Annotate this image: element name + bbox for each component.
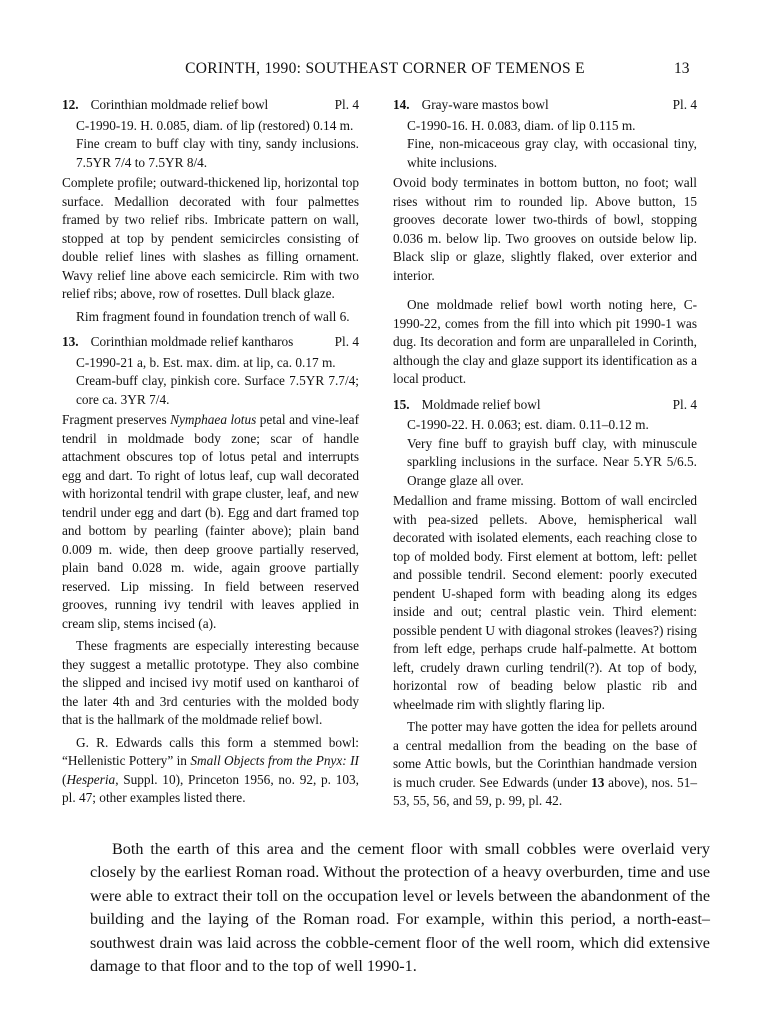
entry-13-specs [62, 354, 359, 410]
entry-13-description: Fragment preserves Nymphaea lotus petal and vine-leaf tendril in moldmade body zone; scar of handle attachment obscures top of lotus petal and interrupts egg and dart. To right of lotus leaf, cup wall decorated with horizontal tendril with grape cluster, leaf, and new tendril under egg and dart (b). Egg and dart framed top and bottom by pearling (fainter above); plain band 0.009 m. wide, then deep groove partially reserved, plain band 0.028 m. wide, again groove partially reserved. Lip missing. In field between reserved grooves, running ivy tendril with leaves applied in cream slip, stems incised (a). [62, 412, 359, 631]
entry-14-description: Ovoid body terminates in bottom button, no foot; wall rises without rim to rounded lip. Above button, 15 grooves decorate lower two-thirds of bowl, stopping 0.036 m. below lip. Two grooves on outside below lip. Black slip or glaze, slightly flaked, over exterior and interior. [393, 175, 697, 283]
entry-15-heading [393, 396, 697, 415]
entry-14-specs [393, 117, 697, 173]
entry-12-number: 12. [62, 97, 79, 112]
citation-title: Small Objects from the Pnyx: II [190, 753, 359, 768]
body-text [90, 838, 710, 978]
entry-12-note: Rim fragment found in foundation trench of wall 6. [76, 308, 350, 324]
running-title: CORINTH, 1990: SOUTHEAST CORNER OF TEMENOS E [185, 60, 585, 77]
entry-15-spec-clay: Very fine buff to grayish buff clay, with minuscule sparkling inclusions in the surface. Near 5.YR 5/6.5. Orange glaze all over. [407, 435, 697, 488]
entry-12-spec-dimensions: C-1990-19. H. 0.085, diam. of lip (restored) 0.14 m. [76, 117, 354, 133]
entry-15-note: The potter may have gotten the idea for pellets around a central medallion from the beading on the base of some Attic bowls, but the Corinthian handmade version is much cruder. See Edwards (under 13 above), nos. 51–53, 55, 56, and 59, p. 99, pl. 42. [393, 719, 697, 808]
entry-12-plate: Pl. 4 [334, 97, 359, 112]
entry-13-plate: Pl. 4 [334, 334, 359, 349]
entry-12-title: Corinthian moldmade relief bowl [90, 97, 269, 112]
species-name: Nymphaea lotus [170, 412, 257, 427]
entry-13-note-2: G. R. Edwards calls this form a stemmed bowl: “Hellenistic Pottery” in Small Objects from the Pnyx: II (Hesperia, Suppl. 10), Princeton 1956, no. 92, p. 103, pl. 47; other examples listed there. [62, 734, 359, 805]
entry-14-number: 14. [393, 97, 410, 112]
entry-13-note-1: These fragments are especially interesting because they suggest a metallic prototype. They also combine the slipped and incised ivy motif used on kantharoi of the later 4th and 3rd centuries with the molded body that is the hallmark of the moldmade relief bowl. [62, 638, 359, 727]
entry-13-title: Corinthian moldmade relief kantharos [90, 334, 294, 349]
entry-12-heading [62, 96, 359, 115]
entry-14-spec-dimensions: C-1990-16. H. 0.083, diam. of lip 0.115 m. [407, 117, 636, 133]
entry-15-specs [393, 416, 697, 490]
entry-14-heading [393, 96, 697, 115]
left-column [62, 96, 359, 808]
citation-journal: Hesperia [66, 771, 116, 787]
entry-13-spec-clay: Cream-buff clay, pinkish core. Surface 7.5YR 7.7/4; core ca. 3YR 7/4. [76, 373, 359, 407]
entry-15-description: Medallion and frame missing. Bottom of wall encircled with pea-sized pellets. Above, hemispherical wall decorated with isolated elements, each reaching close to top of molded body. First element at bottom, left: pellet and possible tendril. Second element: poorly executed pendent U-shaped form with beading along its edges inside and out; central plastic vein. Third element: possible pendent U with diagonal strokes (leaves?) rising from left edge, perhaps crude half-palmette. At bottom left, crudely drawn curling tendril(?). At top of body, horizontal row of beading below plastic rib and wheelmade rim with slightly flaring lip. [393, 493, 697, 712]
entry-15-plate: Pl. 4 [672, 396, 697, 412]
body-paragraph: Both the earth of this area and the cement floor with small cobbles were overlaid very closely by the earliest Roman road. Without the protection of a heavy overburden, time and use were able to extract their toll on the occupation level or levels between the abandonment of the building and the laying of the Roman road. For example, within this period, a north-east–southwest drain was laid across the cobble-cement floor of the well room, which did extensive damage to that floor and to the top of well 1990-1. [90, 840, 710, 976]
entry-13-number: 13. [62, 334, 79, 349]
entry-12-specs [62, 117, 359, 173]
entry-15-number: 15. [393, 396, 410, 412]
entry-14-spec-clay: Fine, non-micaceous gray clay, with occasional tiny, white inclusions. [407, 136, 697, 170]
entry-13-heading [62, 333, 359, 352]
entry-15-spec-dimensions: C-1990-22. H. 0.063; est. diam. 0.11–0.12 m. [407, 417, 649, 432]
page-number: 13 [674, 60, 690, 77]
cross-reference: 13 [591, 774, 605, 790]
entry-14-plate: Pl. 4 [672, 97, 697, 112]
entry-14-title: Gray-ware mastos bowl [421, 97, 549, 112]
right-column [393, 96, 697, 811]
entry-13-spec-dimensions: C-1990-21 a, b. Est. max. dim. at lip, ca. 0.17 m. [76, 354, 336, 370]
entry-12-spec-clay: Fine cream to buff clay with tiny, sandy inclusions. 7.5YR 7/4 to 7.5YR 8/4. [76, 136, 359, 170]
entry-15-title: Moldmade relief bowl [421, 396, 541, 412]
interlude-paragraph: One moldmade relief bowl worth noting here, C-1990-22, comes from the fill into which pit 1990-1 was dug. Its decoration and form are unparalleled in Corinth, although the clay and glaze support its identification as a local product. [393, 297, 697, 386]
entry-12-description: Complete profile; outward-thickened lip, horizontal top surface. Medallion decorated with four palmettes framed by two relief ribs. Imbricate pattern on wall, stopped at top by pendent semicircles consisting of double relief lines with slashes as filling ornament. Wavy relief line above each semicircle. Rim with two relief ribs; above, row of rosettes. Dull black glaze. [62, 175, 359, 301]
